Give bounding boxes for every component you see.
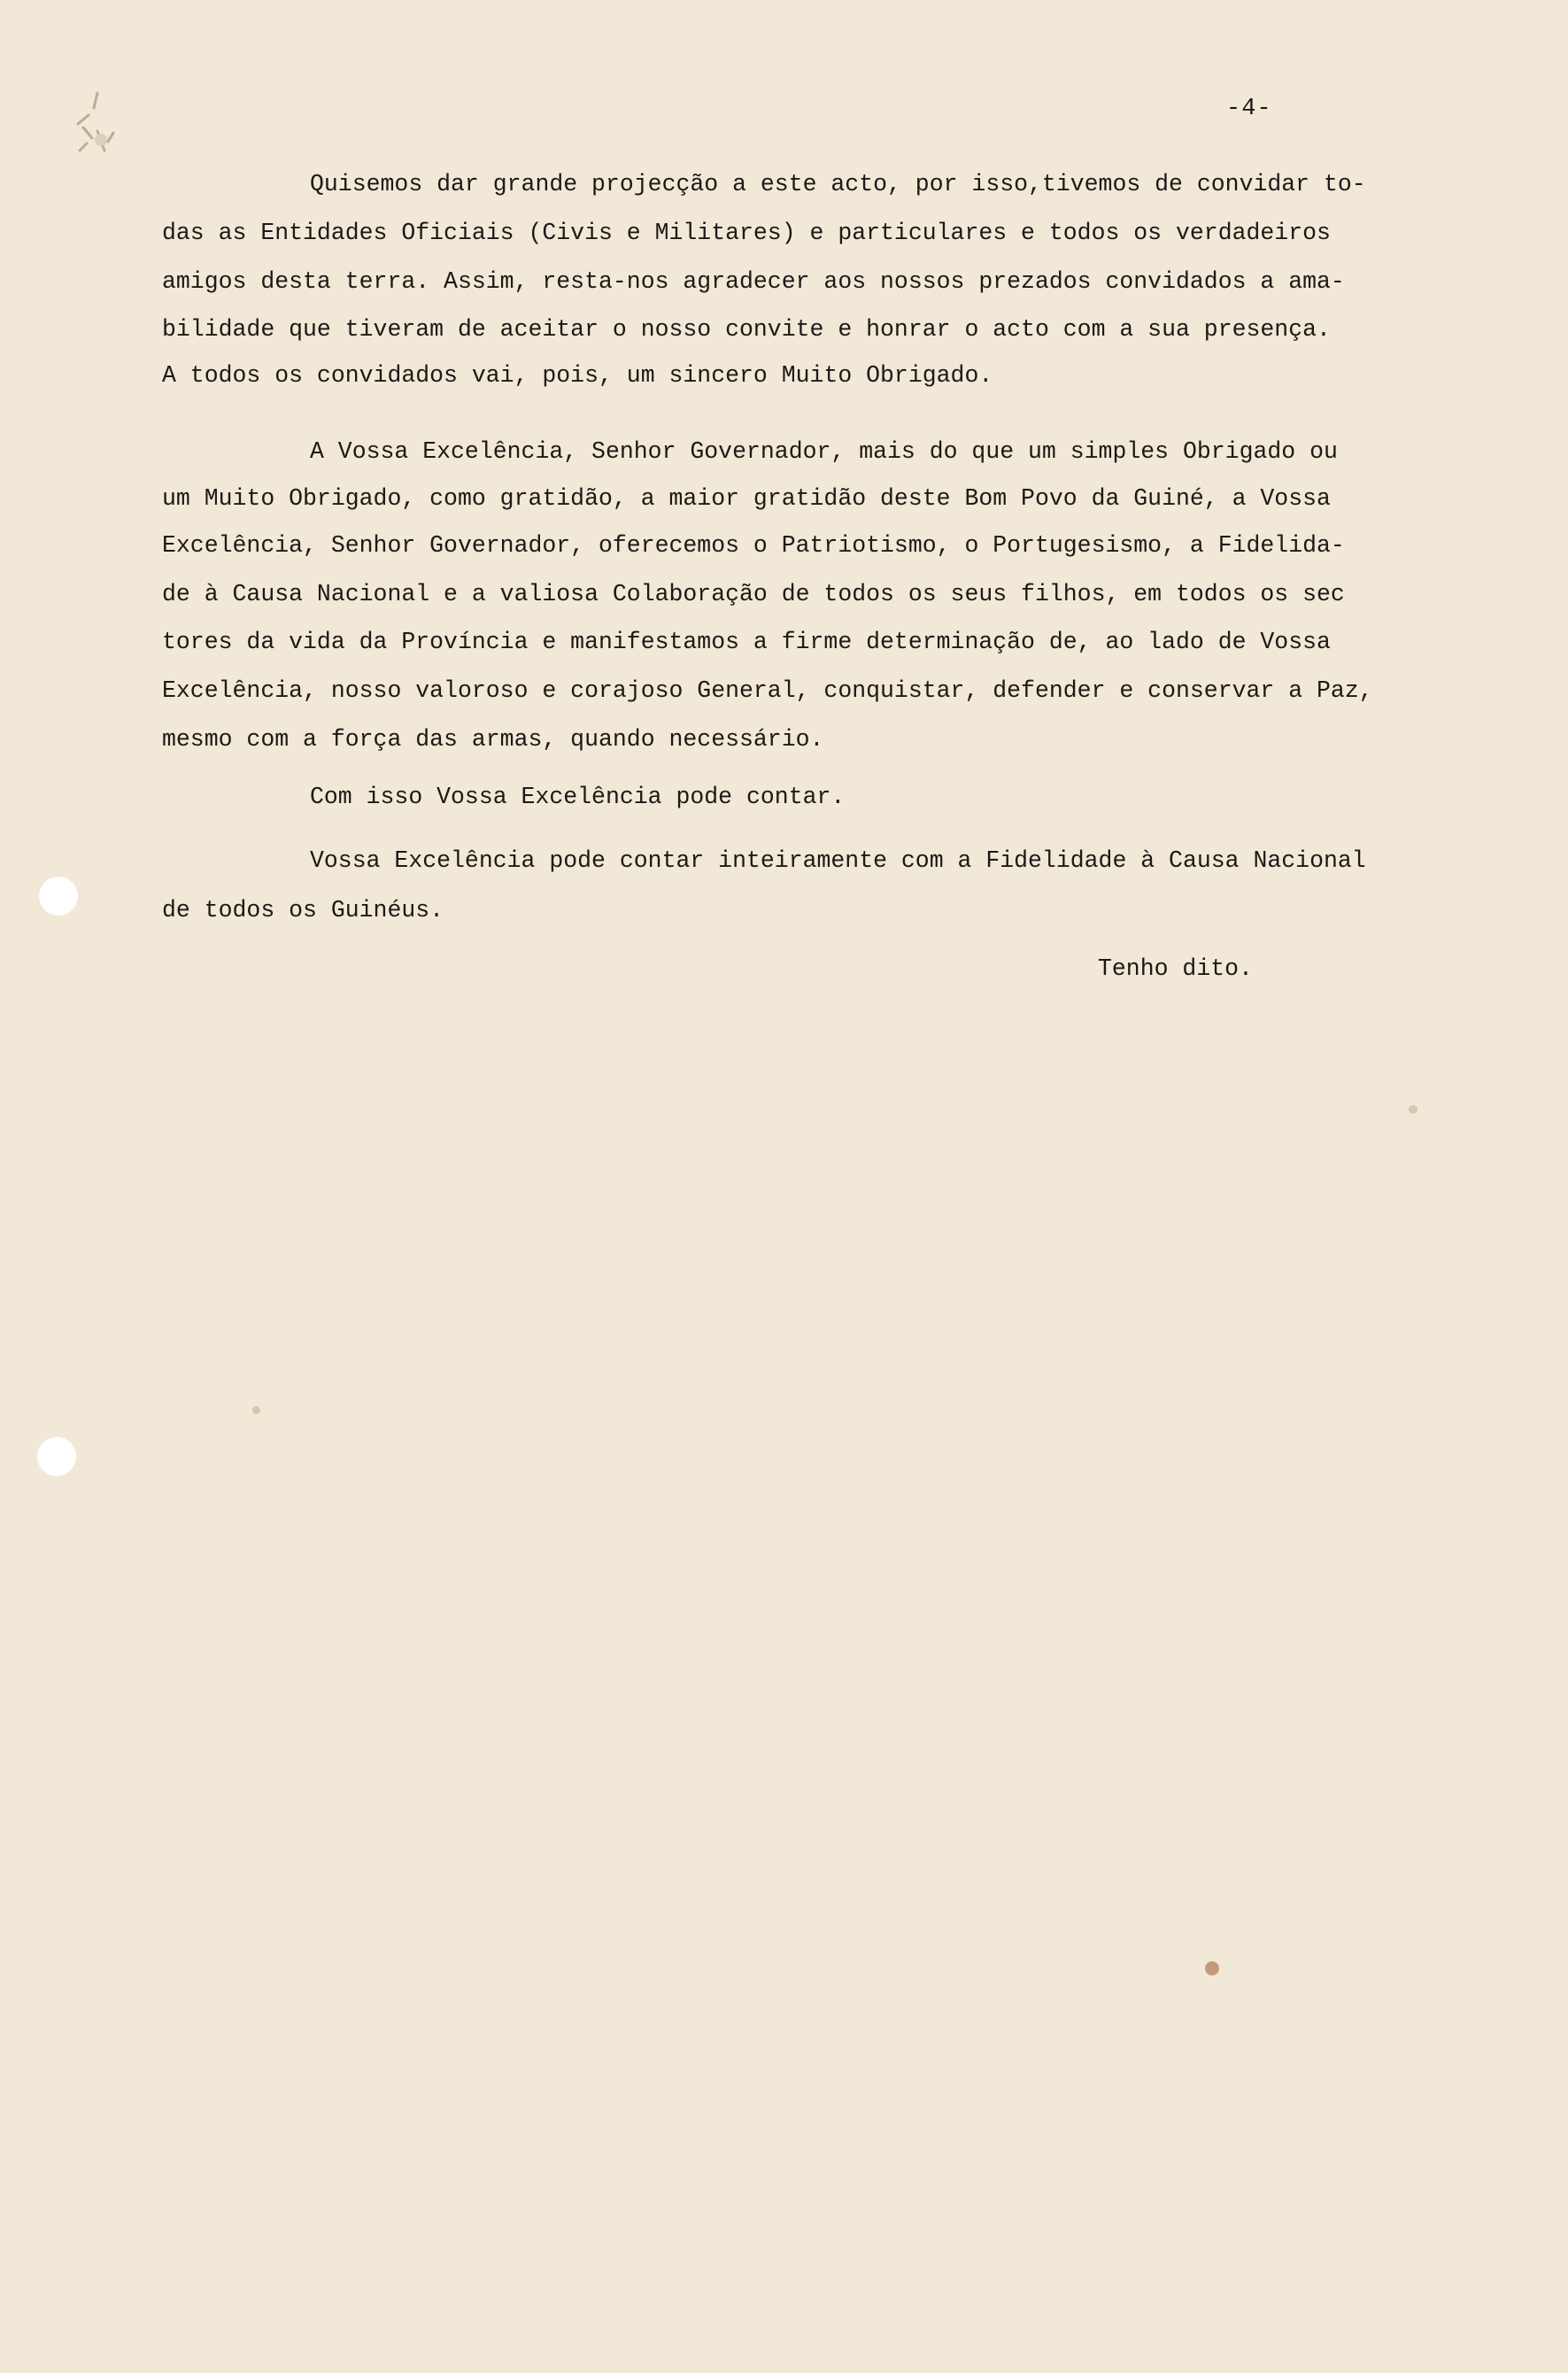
- page-number: -4-: [1226, 96, 1272, 122]
- paragraph-2-line-7: mesmo com a força das armas, quando necessário.: [162, 726, 824, 753]
- paper-spot-mark: [1409, 1105, 1417, 1114]
- paragraph-2-line-5: tores da vida da Província e manifestamos a firme determinação de, ao lado de Vossa: [162, 629, 1331, 655]
- paragraph-1-line-4: bilidade que tiveram de aceitar o nosso convite e honrar o acto com a sua presença.: [162, 316, 1331, 343]
- paragraph-4-line-1: Vossa Excelência pode contar inteiramente com a Fidelidade à Causa Nacional: [310, 847, 1366, 874]
- paragraph-1-line-5: A todos os convidados vai, pois, um sincero Muito Obrigado.: [162, 362, 993, 389]
- paragraph-2-line-4: de à Causa Nacional e a valiosa Colaboração de todos os seus filhos, em todos os sec: [162, 581, 1345, 607]
- closing-signature-line: Tenho dito.: [1098, 955, 1253, 982]
- ink-spot-mark: [1205, 1961, 1219, 1975]
- paragraph-1-line-3: amigos desta terra. Assim, resta-nos agradecer aos nossos prezados convidados a ama-: [162, 268, 1345, 295]
- paragraph-2-line-6: Excelência, nosso valoroso e corajoso General, conquistar, defender e conservar a Paz,: [162, 677, 1373, 704]
- paper-spot-mark: [252, 1406, 260, 1414]
- punch-hole-lower: [37, 1437, 76, 1476]
- corner-stain-mark: [62, 89, 142, 168]
- paragraph-4-line-2: de todos os Guinéus.: [162, 897, 444, 924]
- paragraph-2-line-1: A Vossa Excelência, Senhor Governador, mais do que um simples Obrigado ou: [310, 438, 1338, 465]
- paragraph-1-line-1: Quisemos dar grande projecção a este acto, por isso,tivemos de convidar to-: [310, 171, 1366, 197]
- paragraph-2-line-3: Excelência, Senhor Governador, oferecemos o Patriotismo, o Portugesismo, a Fidelida-: [162, 532, 1345, 559]
- paragraph-3-line-1: Com isso Vossa Excelência pode contar.: [310, 784, 846, 810]
- paragraph-1-line-2: das as Entidades Oficiais (Civis e Militares) e particulares e todos os verdadeiros: [162, 220, 1331, 246]
- punch-hole-upper: [39, 877, 78, 916]
- paragraph-2-line-2: um Muito Obrigado, como gratidão, a maior gratidão deste Bom Povo da Guiné, a Vossa: [162, 485, 1331, 512]
